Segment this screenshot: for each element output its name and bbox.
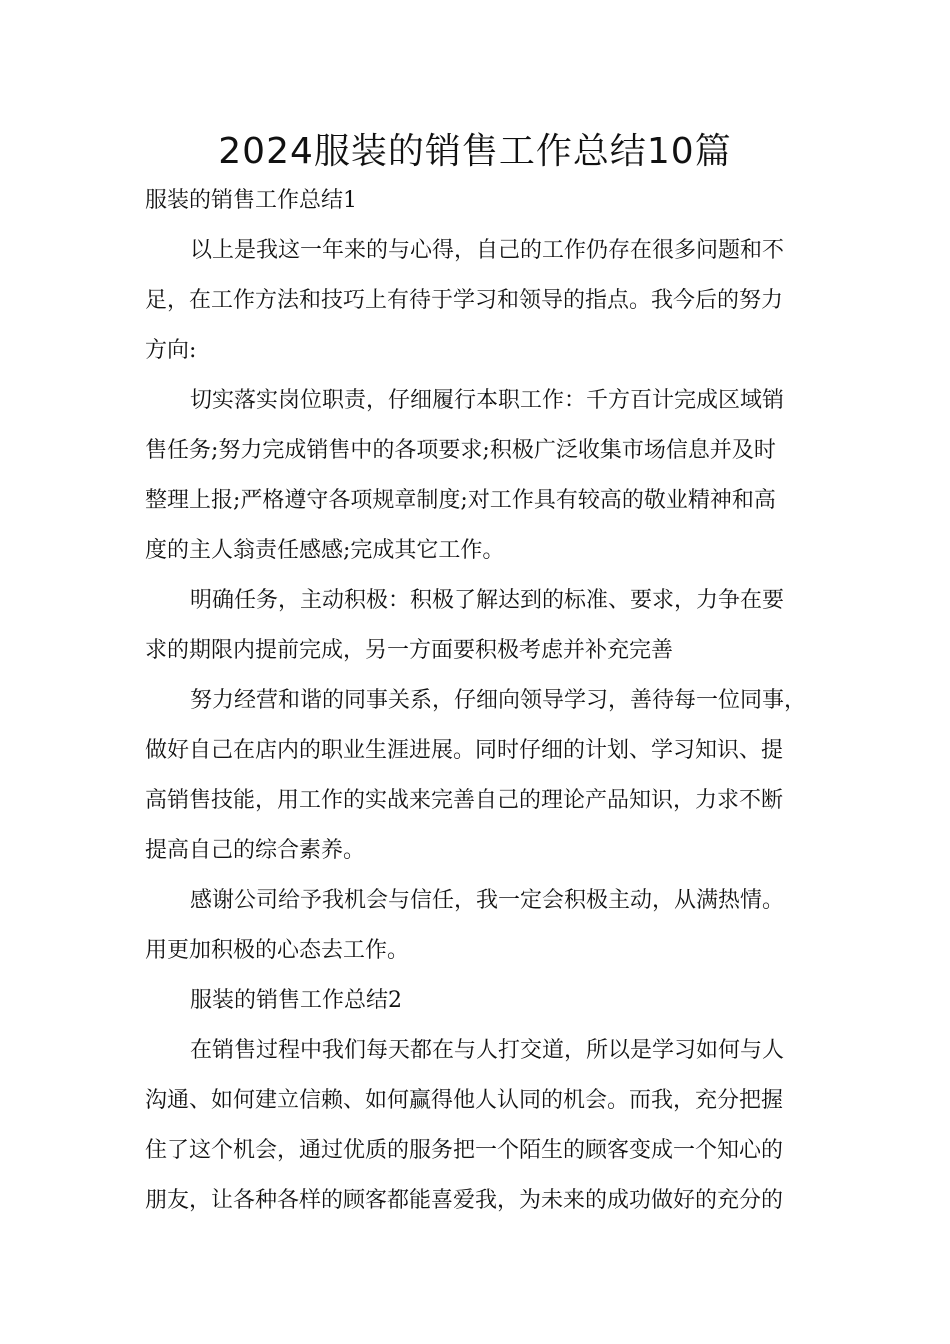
paragraph-line: 求的期限内提前完成，另一方面要积极考虑并补充完善 bbox=[145, 638, 674, 663]
paragraph-line: 高销售技能，用工作的实战来完善自己的理论产品知识，力求不断 bbox=[145, 788, 784, 813]
paragraph-line: 切实落实岗位职责，仔细履行本职工作：千方百计完成区域销 bbox=[190, 388, 785, 413]
paragraph-line: 方向: bbox=[145, 338, 197, 363]
paragraph-line: 感谢公司给予我机会与信任，我一定会积极主动，从满热情。 bbox=[190, 888, 785, 913]
paragraph-line: 售任务;努力完成销售中的各项要求;积极广泛收集市场信息并及时 bbox=[145, 438, 776, 463]
paragraph-line: 朋友，让各种各样的顾客都能喜爱我，为未来的成功做好的充分的 bbox=[145, 1188, 784, 1213]
paragraph-line: 沟通、如何建立信赖、如何赢得他人认同的机会。而我，充分把握 bbox=[145, 1088, 784, 1113]
section-heading-1: 服装的销售工作总结1 bbox=[145, 188, 357, 213]
paragraph-line: 整理上报;严格遵守各项规章制度;对工作具有较高的敬业精神和高 bbox=[145, 488, 776, 513]
paragraph-line: 提高自己的综合素养。 bbox=[145, 838, 366, 863]
paragraph-line: 足，在工作方法和技巧上有待于学习和领导的指点。我今后的努力 bbox=[145, 288, 784, 313]
paragraph-line: 努力经营和谐的同事关系，仔细向领导学习，善待每一位同事， bbox=[190, 688, 807, 713]
paragraph-line: 度的主人翁责任感感;完成其它工作。 bbox=[145, 538, 505, 563]
section-heading-2: 服装的销售工作总结2 bbox=[190, 988, 402, 1013]
paragraph-line: 明确任务，主动积极：积极了解达到的标准、要求，力争在要 bbox=[190, 588, 785, 613]
paragraph-line: 用更加积极的心态去工作。 bbox=[145, 938, 410, 963]
paragraph-line: 做好自己在店内的职业生涯进展。同时仔细的计划、学习知识、提 bbox=[145, 738, 784, 763]
paragraph-line: 以上是我这一年来的与心得，自己的工作仍存在很多问题和不 bbox=[190, 238, 785, 263]
paragraph-line: 在销售过程中我们每天都在与人打交道，所以是学习如何与人 bbox=[190, 1038, 785, 1063]
paragraph-line: 住了这个机会，通过优质的服务把一个陌生的顾客变成一个知心的 bbox=[145, 1138, 784, 1163]
document-title: 2024服装的销售工作总结10篇 bbox=[218, 131, 732, 172]
